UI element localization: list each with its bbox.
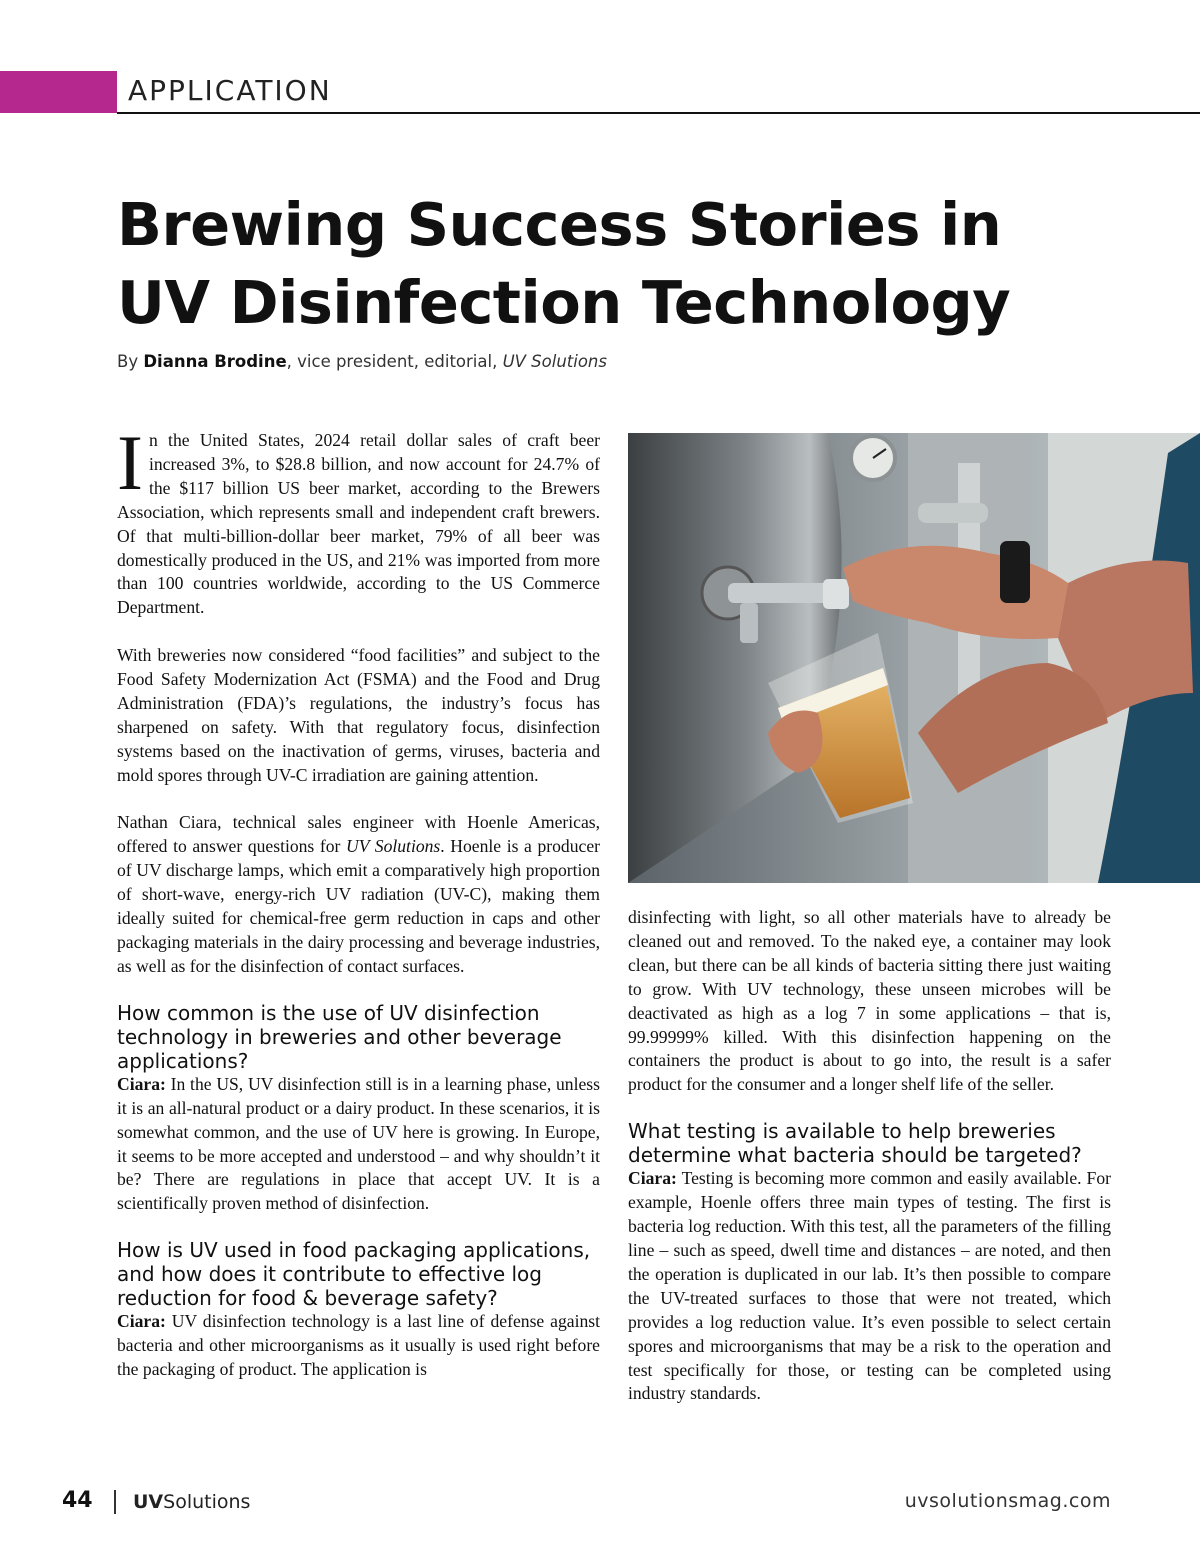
hoenle-text-b: . Hoenle is a producer of UV discharge lamps, which emit a comparatively high proportion of short-wave, energy-rich UV radiation (UV-C), making them ideally suited for chemical-free germ reduction in caps and other packaging materials in the dairy processing and beverage industries, as well as for the disinfection of contact surfaces. (117, 836, 600, 976)
footer-brand (133, 1491, 250, 1513)
answer-2-continued: disinfecting with light, so all other materials have to already be cleaned out and removed. To the naked eye, a container may look clean, but there can be all kinds of bacteria sitting there just waiting to grow. With UV technology, these unseen microbes will be deactivated as high as a log 7 in some applications – that is, 99.99999% killed. With this disinfection happening on the containers the product is about to go into, the result is a safer product for the consumer and a longer shelf life of the seller. (628, 907, 1111, 1095)
speaker-label: Ciara: (117, 1311, 166, 1332)
section-accent-bar (0, 71, 117, 113)
byline (117, 352, 607, 371)
intro-text: n the United States, 2024 retail dollar sales of craft beer increased 3%, to $28.8 billion, and now account for 24.7% of the $117 billion US beer market, according to the Brewers Association, which represents small and independent craft brewers. Of that multi-billion-dollar beer market, 79% of all beer was domestically produced in the US, and 21% was imported from more than 100 countries worldwide, according to the US Commerce Department. (117, 430, 600, 618)
question-1-heading: How common is the use of UV disinfection technology in breweries and other beverage applications? (117, 1000, 562, 1073)
section-label: APPLICATION (128, 74, 332, 107)
beer-tap-photo (628, 433, 1200, 883)
speaker-label: Ciara: (628, 1168, 677, 1189)
byline-author: Dianna Brodine (143, 352, 287, 371)
footer-url[interactable]: uvsolutionsmag.com (904, 1490, 1111, 1512)
answer-2 (117, 1310, 600, 1382)
drop-cap: I (117, 419, 143, 506)
question-3-heading: What testing is available to help breweries determine what bacteria should be targeted? (628, 1119, 1082, 1168)
section-rule (117, 112, 1200, 114)
answer-2-text: UV disinfection technology is a last line of defense against bacteria and other microorganisms as it usually is used right before the packaging of product. The application is (117, 1311, 600, 1380)
answer-1 (117, 1073, 600, 1216)
hoenle-text-a: Nathan Ciara, technical sales engineer with Hoenle Americas, offered to answer questions for (117, 812, 600, 857)
page-number: 44 (62, 1488, 93, 1513)
hoenle-publication: UV Solutions (346, 836, 441, 857)
paragraph-hoenle (117, 811, 600, 978)
title-line-1: Brewing Success Stories in (117, 190, 1002, 259)
article-title (117, 186, 1117, 342)
brand-bold: UV (133, 1491, 164, 1513)
byline-role: , vice president, editorial, (286, 352, 503, 371)
footer-divider (114, 1490, 116, 1514)
title-line-2: UV Disinfection Technology (117, 268, 1011, 337)
brand-rest: Solutions (163, 1491, 251, 1513)
question-2-heading: How is UV used in food packaging applications, and how does it contribute to effective log reduction for food & beverage safety? (117, 1238, 591, 1311)
left-column (117, 419, 600, 1382)
speaker-label: Ciara: (117, 1073, 166, 1094)
answer-3 (628, 1167, 1111, 1406)
byline-by: By (117, 352, 144, 371)
paragraph-regulation: With breweries now considered “food facilities” and subject to the Food Safety Modernization Act (FSMA) and the Food and Drug Administration (FDA)’s regulations, the industry’s focus has sharpened on safety. With that regulatory focus, disinfection systems based on the inactivation of germs, viruses, bacteria and mold spores through UV-C irradiation are gaining attention. (117, 645, 600, 785)
paragraph-intro (117, 419, 600, 620)
answer-1-text: In the US, UV disinfection still is in a learning phase, unless it is an all-natural product or a dairy product. In these scenarios, it is somewhat common, and the use of UV here is growing. In Europe, it seems to be more accepted and understood – and why shouldn’t it be? There are regulations in place that accept UV. It is a scientifically proven method of disinfection. (117, 1073, 600, 1214)
right-column (628, 906, 1111, 1406)
answer-3-text: Testing is becoming more common and easily available. For example, Hoenle offers three main types of testing. The first is bacteria log reduction. With this test, all the parameters of the filling line – such as speed, dwell time and distances – are noted, and then the operation is duplicated in our lab. It’s then possible to compare the UV-treated surfaces to those that were not treated, which provides a log reduction value. It’s even possible to select certain spores and microorganisms that may be a risk to the operation and test specifically for those, or testing can be completed using industry standards. (628, 1168, 1111, 1404)
byline-publication: UV Solutions (502, 352, 607, 371)
